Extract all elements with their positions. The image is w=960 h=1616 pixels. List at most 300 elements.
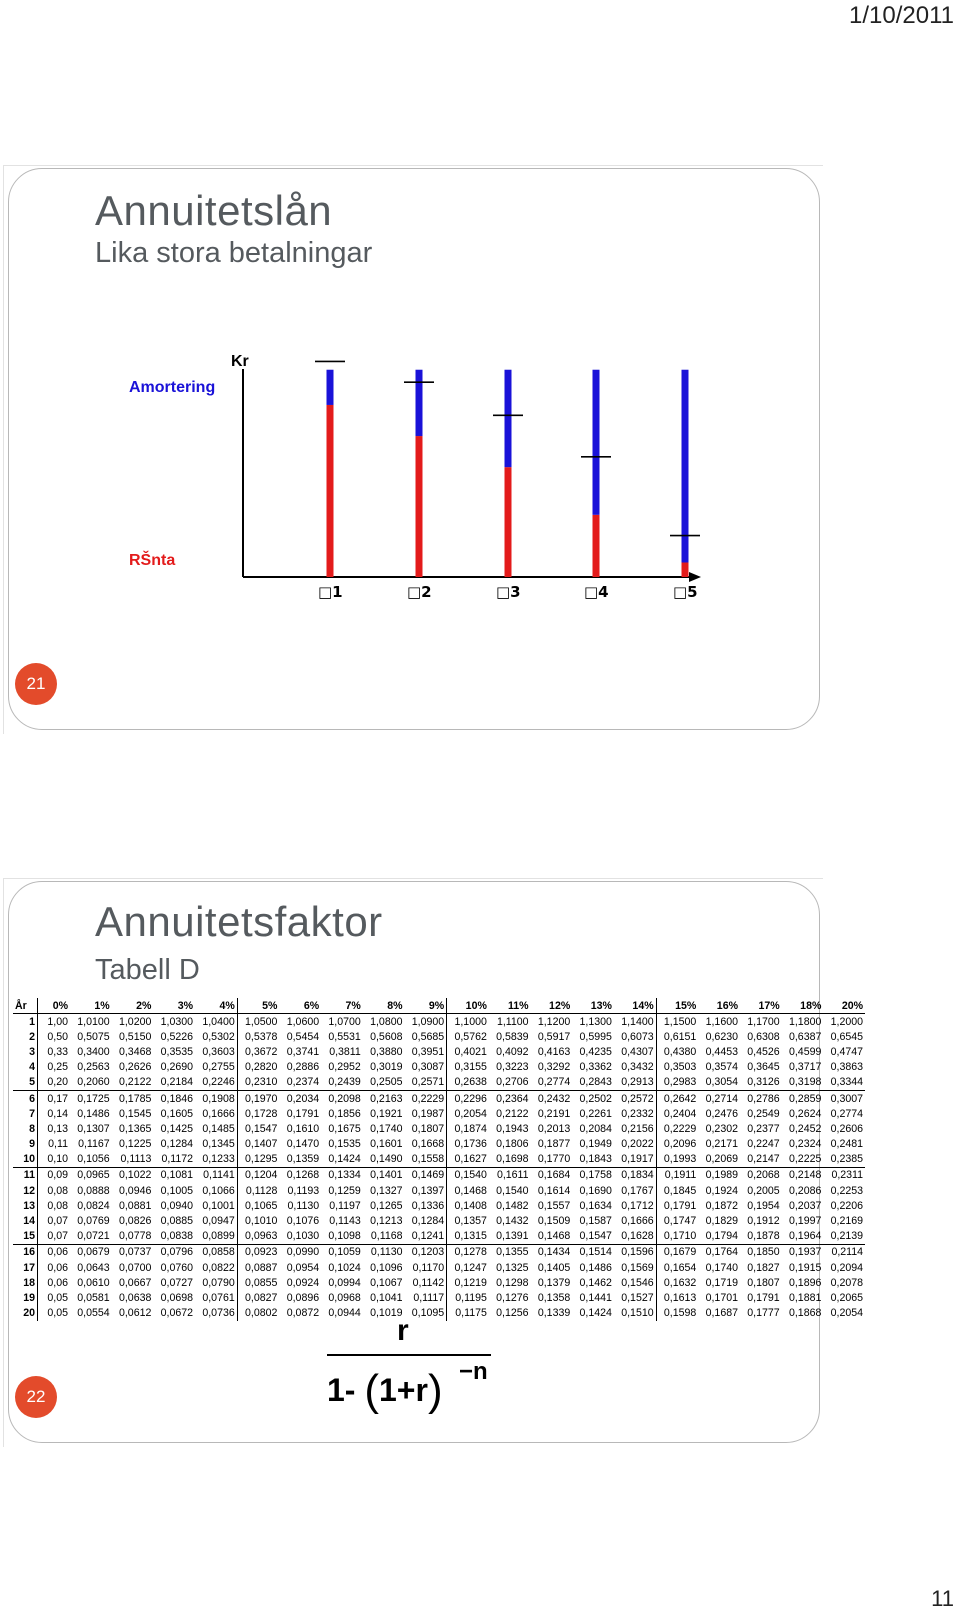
header-rate: 20%: [823, 998, 865, 1014]
factor-cell: 0,2374: [279, 1075, 321, 1091]
factor-cell: 0,1401: [370, 1169, 403, 1182]
factor-cell: 0,1096: [370, 1261, 403, 1274]
factor-cell: 0,2261: [579, 1107, 612, 1120]
factor-cell: 0,5226: [160, 1030, 194, 1043]
factor-cell: 0,5454: [286, 1030, 320, 1043]
factor-cell: 0,2886: [286, 1061, 320, 1074]
factor-cell: 0,4599: [788, 1045, 822, 1058]
factor-cell: 0,2302: [705, 1122, 738, 1135]
factor-cell: 0,3503: [663, 1061, 697, 1074]
factor-cell: 0,17: [47, 1092, 68, 1105]
factor-cell: 0,1219: [454, 1276, 487, 1289]
factor-cell: 0,1846: [160, 1092, 194, 1105]
factor-cell: 0,3880: [370, 1045, 403, 1058]
factor-cell: 0,10: [38, 1152, 71, 1168]
factor-cell: 0,06: [47, 1246, 68, 1259]
factor-cell: 0,2452: [788, 1122, 822, 1135]
factor-cell: 0,2005: [747, 1184, 780, 1197]
factor-cell: 0,2060: [70, 1075, 112, 1091]
page-number: 11: [931, 1586, 954, 1611]
factor-cell: 0,1276: [496, 1291, 529, 1304]
table-row: [13, 1152, 865, 1168]
factor-cell: 0,5075: [77, 1030, 110, 1043]
table-row: [13, 1290, 865, 1305]
annuity-formula: [327, 1314, 507, 1424]
header-rate: 1%: [70, 998, 112, 1014]
factor-cell: 0,2094: [830, 1261, 864, 1274]
factor-cell: 0,1569: [614, 1260, 656, 1275]
factor-cell: 0,1095: [405, 1306, 447, 1321]
factor-cell: 0,13: [47, 1122, 68, 1135]
factor-cell: 0,1334: [328, 1169, 361, 1182]
factor-cell: 0,2122: [112, 1075, 154, 1091]
factor-cell: 0,0888: [77, 1184, 110, 1197]
formula-open-paren: (: [364, 1366, 379, 1415]
factor-cell: 0,1397: [405, 1183, 447, 1198]
factor-cell: 0,1710: [656, 1229, 698, 1245]
factor-cell: 0,1687: [705, 1307, 738, 1320]
factor-cell: 0,1203: [405, 1244, 447, 1260]
factor-cell: 0,3741: [286, 1045, 320, 1058]
factor-cell: 0,1791: [286, 1107, 320, 1120]
factor-cell: 0,2246: [195, 1075, 237, 1091]
factor-cell: 0,2638: [447, 1075, 489, 1091]
table-row: [13, 1014, 865, 1030]
header-rate: 14%: [614, 998, 656, 1014]
factor-cell: 1,1700: [747, 1015, 780, 1028]
factor-cell: 0,1167: [78, 1138, 110, 1151]
factor-cell: 0,2626: [118, 1061, 152, 1074]
table-row: [13, 1260, 865, 1275]
factor-cell: 0,1486: [77, 1107, 110, 1120]
factor-cell: 0,4235: [579, 1045, 612, 1058]
factor-cell: 0,2404: [663, 1107, 697, 1120]
factor-cell: 1,00: [47, 1015, 68, 1028]
factor-cell: 0,2096: [663, 1138, 697, 1151]
slide-title: Annuitetsfaktor: [95, 898, 383, 945]
factor-cell: 0,2502: [579, 1092, 612, 1105]
factor-cell: 0,1298: [496, 1276, 529, 1289]
factor-cell: 0,1698: [489, 1152, 531, 1168]
factor-cell: 0,0667: [118, 1276, 152, 1289]
factor-cell: 0,1829: [705, 1215, 738, 1228]
factor-cell: 0,1634: [579, 1199, 612, 1212]
x-tick-label: □5: [673, 583, 698, 601]
factor-cell: 0,1601: [370, 1138, 403, 1151]
factor-cell: 0,2156: [614, 1121, 656, 1136]
header-rate: 2%: [112, 998, 154, 1014]
factor-cell: 0,2225: [782, 1152, 824, 1168]
factor-cell: 0,1856: [328, 1107, 361, 1120]
factor-cell: 0,1113: [112, 1152, 154, 1168]
factor-cell: 0,3292: [537, 1061, 571, 1074]
factor-cell: 0,1469: [405, 1167, 447, 1183]
factor-cell: 0,3019: [370, 1061, 403, 1074]
slide-annuitetslan: [8, 168, 820, 730]
factor-cell: 0,3951: [405, 1044, 447, 1059]
header-rate: 10%: [447, 998, 489, 1014]
factor-cell: 0,0968: [328, 1291, 361, 1304]
year-cell: 9: [13, 1137, 38, 1152]
year-cell: 1: [13, 1014, 38, 1030]
factor-cell: 0,2191: [537, 1107, 571, 1120]
factor-cell: 0,2022: [614, 1137, 656, 1152]
factor-cell: 0,1777: [747, 1307, 780, 1320]
factor-cell: 1,1200: [537, 1015, 571, 1028]
formula-denominator-prefix: 1-: [327, 1372, 356, 1408]
factor-cell: 0,1791: [747, 1291, 780, 1304]
formula-fraction-bar: [327, 1354, 491, 1356]
bar-amortering: [505, 370, 512, 467]
factor-cell: 0,2774: [531, 1075, 573, 1091]
factor-cell: 0,1462: [579, 1276, 612, 1289]
factor-cell: 0,1878: [740, 1229, 782, 1245]
factor-cell: 0,1997: [788, 1215, 822, 1228]
factor-cell: 0,1130: [287, 1199, 320, 1212]
year-cell: 2: [13, 1029, 38, 1044]
bar-amortering: [327, 370, 334, 405]
slide-number-badge: 22: [15, 1376, 57, 1418]
factor-cell: 0,2310: [237, 1075, 279, 1091]
factor-cell: 0,1921: [370, 1107, 403, 1120]
factor-cell: 0,2505: [363, 1075, 405, 1091]
factor-cell: 0,1684: [537, 1169, 571, 1182]
year-cell: 17: [13, 1260, 38, 1275]
slide-subtitle: Tabell D: [95, 954, 200, 986]
factor-cell: 0,1143: [329, 1215, 361, 1228]
year-cell: 19: [13, 1290, 38, 1305]
factor-cell: 0,0698: [160, 1291, 194, 1304]
factor-cell: 0,1259: [328, 1184, 361, 1197]
factor-cell: 0,1807: [747, 1276, 780, 1289]
table-row: [13, 1121, 865, 1136]
factor-cell: 0,1614: [537, 1184, 571, 1197]
bar-ranta: [327, 405, 334, 577]
factor-cell: 0,4453: [705, 1045, 738, 1058]
factor-cell: 0,1278: [454, 1246, 487, 1259]
factor-cell: 0,4380: [663, 1045, 697, 1058]
factor-cell: 0,1359: [279, 1152, 321, 1168]
factor-cell: 0,1827: [747, 1261, 780, 1274]
factor-cell: 0,2054: [830, 1307, 864, 1320]
factor-cell: 0,1547: [245, 1122, 278, 1135]
factor-cell: 0,1872: [705, 1199, 738, 1212]
formula-inner: 1+r: [379, 1372, 428, 1408]
header-rate: 5%: [237, 998, 279, 1014]
factor-cell: 0,3672: [245, 1045, 278, 1058]
factor-cell: 0,2385: [823, 1152, 865, 1168]
factor-cell: 0,1490: [363, 1152, 405, 1168]
factor-cell: 0,0858: [195, 1244, 237, 1260]
factor-cell: 0,1557: [537, 1199, 571, 1212]
factor-cell: 1,0700: [328, 1015, 361, 1028]
table-row: [13, 1198, 865, 1213]
factor-cell: 0,1547: [572, 1229, 614, 1245]
factor-cell: 0,0965: [77, 1169, 110, 1182]
factor-cell: 0,1098: [321, 1229, 363, 1245]
factor-cell: 0,3362: [579, 1061, 612, 1074]
factor-cell: 0,1441: [579, 1291, 612, 1304]
factor-cell: 0,1654: [663, 1261, 697, 1274]
factor-cell: 0,3811: [329, 1045, 361, 1058]
header-rate: 12%: [531, 998, 573, 1014]
factor-cell: 0,1868: [788, 1307, 822, 1320]
formula-exponent: −n: [459, 1358, 488, 1385]
factor-cell: 0,1881: [788, 1291, 822, 1304]
factor-cell: 0,0899: [195, 1229, 237, 1245]
factor-cell: 0,0990: [286, 1246, 320, 1259]
factor-cell: 0,1740: [705, 1261, 738, 1274]
formula-denominator: [327, 1366, 443, 1416]
factor-cell: 0,1225: [118, 1138, 152, 1151]
table-row: [13, 1244, 865, 1260]
factor-cell: 0,1468: [531, 1229, 573, 1245]
factor-cell: 0,0769: [77, 1215, 110, 1228]
factor-cell: 0,1355: [496, 1246, 529, 1259]
factor-cell: 0,3126: [740, 1075, 782, 1091]
factor-cell: 0,1949: [579, 1138, 612, 1151]
table-row: [13, 1106, 865, 1121]
factor-cell: 0,0881: [118, 1199, 152, 1212]
factor-cell: 0,0855: [245, 1276, 278, 1289]
factor-cell: 0,3400: [77, 1045, 110, 1058]
header-rate: 9%: [405, 998, 447, 1014]
factor-cell: 0,1740: [370, 1122, 403, 1135]
y-axis-label: Kr: [231, 353, 249, 370]
factor-cell: 0,06: [47, 1261, 68, 1274]
factor-cell: 0,07: [38, 1229, 71, 1245]
legend-amortering: Amortering: [129, 379, 216, 396]
factor-cell: 0,1067: [370, 1276, 403, 1289]
x-tick-label: □1: [318, 583, 343, 601]
factor-cell: 0,3717: [788, 1061, 822, 1074]
year-cell: 20: [13, 1306, 38, 1321]
x-tick-label: □3: [496, 583, 521, 601]
factor-cell: 0,0885: [160, 1215, 194, 1228]
header-rate: 8%: [363, 998, 405, 1014]
year-cell: 15: [13, 1229, 38, 1245]
factor-cell: 0,1736: [454, 1138, 487, 1151]
factor-cell: 0,0721: [70, 1229, 112, 1245]
factor-cell: 0,1794: [698, 1229, 740, 1245]
factor-cell: 0,3155: [454, 1061, 487, 1074]
factor-cell: 0,2439: [321, 1075, 363, 1091]
factor-cell: 0,0700: [118, 1261, 152, 1274]
factor-cell: 0,0827: [245, 1291, 278, 1304]
factor-cell: 0,0887: [245, 1261, 278, 1274]
factor-cell: 1,0800: [370, 1015, 403, 1028]
header-rate: 11%: [489, 998, 531, 1014]
slide-number-badge: 21: [15, 663, 57, 705]
year-cell: 7: [13, 1106, 38, 1121]
factor-cell: 0,1001: [195, 1198, 237, 1213]
factor-cell: 0,5839: [496, 1030, 529, 1043]
factor-cell: 0,3007: [830, 1092, 864, 1105]
factor-cell: 0,1295: [237, 1152, 279, 1168]
year-cell: 5: [13, 1075, 38, 1091]
factor-cell: 0,2843: [572, 1075, 614, 1091]
factor-cell: 0,1056: [70, 1152, 112, 1168]
factor-cell: 0,3645: [747, 1061, 780, 1074]
factor-cell: 0,1993: [656, 1152, 698, 1168]
header-year: År: [13, 998, 38, 1014]
factor-cell: 0,5531: [328, 1030, 361, 1043]
factor-cell: 0,1142: [405, 1275, 447, 1290]
year-cell: 6: [13, 1090, 38, 1106]
factor-cell: 0,0672: [160, 1307, 194, 1320]
header-rate: 7%: [321, 998, 363, 1014]
factor-cell: 0,0872: [286, 1307, 320, 1320]
factor-cell: 0,1806: [496, 1138, 529, 1151]
factor-cell: 0,1241: [405, 1229, 447, 1245]
factor-cell: 0,1022: [118, 1169, 152, 1182]
factor-cell: 0,1845: [663, 1184, 697, 1197]
factor-cell: 0,1668: [405, 1137, 447, 1152]
factor-cell: 0,1345: [195, 1137, 237, 1152]
factor-cell: 0,1758: [579, 1169, 612, 1182]
factor-cell: 0,1540: [496, 1184, 529, 1197]
factor-cell: 1,1600: [705, 1015, 738, 1028]
factor-cell: 0,1325: [496, 1261, 529, 1274]
factor-cell: 0,1284: [160, 1138, 194, 1151]
factor-cell: 0,5378: [245, 1030, 278, 1043]
factor-cell: 0,0946: [118, 1184, 152, 1197]
factor-cell: 0,1213: [370, 1215, 403, 1228]
factor-cell: 0,2013: [537, 1122, 571, 1135]
factor-cell: 1,0200: [118, 1015, 152, 1028]
factor-cell: 0,1482: [496, 1199, 529, 1212]
factor-cell: 0,6545: [830, 1030, 864, 1043]
factor-cell: 0,1896: [788, 1276, 822, 1289]
factor-cell: 0,06: [47, 1276, 68, 1289]
factor-cell: 0,2169: [830, 1215, 864, 1228]
factor-cell: 0,1690: [579, 1184, 612, 1197]
factor-cell: 0,4526: [747, 1045, 780, 1058]
factor-cell: 0,1391: [489, 1229, 531, 1245]
factor-cell: 0,0736: [195, 1306, 237, 1321]
factor-cell: 0,2148: [788, 1169, 822, 1182]
factor-cell: 0,05: [47, 1307, 68, 1320]
factor-cell: 0,1596: [614, 1244, 656, 1260]
x-axis-arrow: [689, 572, 701, 582]
factor-cell: 0,6308: [747, 1030, 780, 1043]
factor-cell: 0,1719: [705, 1276, 738, 1289]
factor-cell: 0,2606: [830, 1122, 864, 1135]
formula-close-paren: ): [427, 1366, 443, 1415]
factor-cell: 0,2377: [747, 1122, 780, 1135]
factor-cell: 0,1434: [537, 1246, 571, 1259]
factor-cell: 0,3344: [823, 1075, 865, 1091]
factor-cell: 0,1908: [195, 1090, 237, 1106]
header-rate: 4%: [195, 998, 237, 1014]
year-cell: 16: [13, 1244, 38, 1260]
factor-cell: 0,1005: [160, 1184, 194, 1197]
factor-cell: 0,0778: [112, 1229, 154, 1245]
factor-cell: 0,2332: [614, 1106, 656, 1121]
factor-cell: 0,1545: [118, 1107, 152, 1120]
factor-cell: 0,1535: [328, 1138, 361, 1151]
factor-cell: 1,0900: [405, 1014, 447, 1030]
factor-cell: 0,1357: [454, 1215, 487, 1228]
formula-numerator: r: [397, 1314, 409, 1347]
factor-cell: 0,2572: [614, 1090, 656, 1106]
factor-cell: 0,2065: [830, 1291, 864, 1304]
factor-cell: 0,1141: [195, 1167, 237, 1183]
factor-cell: 0,1172: [153, 1152, 195, 1168]
factor-cell: 0,5917: [537, 1030, 571, 1043]
factor-cell: 0,0822: [195, 1260, 237, 1275]
factor-cell: 0,2571: [405, 1075, 447, 1091]
factor-cell: 0,2229: [663, 1122, 697, 1135]
table-row: [13, 1167, 865, 1183]
factor-cell: 0,1195: [455, 1291, 487, 1304]
header-rate: 6%: [279, 998, 321, 1014]
header-rate: 18%: [782, 998, 824, 1014]
factor-cell: 0,0727: [160, 1276, 194, 1289]
factor-cell: 0,1307: [77, 1122, 110, 1135]
factor-cell: 0,1943: [496, 1122, 529, 1135]
factor-cell: 1,1400: [614, 1014, 656, 1030]
factor-cell: 0,6230: [705, 1030, 738, 1043]
factor-cell: 0,0796: [160, 1246, 194, 1259]
factor-cell: 0,0896: [286, 1291, 320, 1304]
factor-cell: 0,0643: [77, 1261, 110, 1274]
factor-cell: 0,1874: [454, 1122, 487, 1135]
factor-cell: 0,1628: [614, 1229, 656, 1245]
factor-cell: 0,1130: [370, 1246, 403, 1259]
header-rate: 0%: [38, 998, 71, 1014]
factor-cell: 0,1611: [496, 1169, 529, 1182]
factor-cell: 0,0947: [195, 1213, 237, 1228]
factor-cell: 0,1204: [245, 1169, 278, 1182]
bar-amortering: [593, 370, 600, 515]
factor-cell: 0,1019: [370, 1307, 403, 1320]
factor-cell: 0,1265: [370, 1199, 403, 1212]
factor-cell: 0,3223: [496, 1061, 529, 1074]
factor-cell: 0,1770: [531, 1152, 573, 1168]
factor-cell: 0,1791: [663, 1199, 697, 1212]
factor-cell: 0,05: [47, 1291, 68, 1304]
year-cell: 8: [13, 1121, 38, 1136]
factor-cell: 0,2034: [286, 1092, 320, 1105]
factor-cell: 0,1527: [614, 1290, 656, 1305]
factor-cell: 0,1598: [663, 1307, 697, 1320]
factor-cell: 0,2163: [370, 1092, 403, 1105]
table-row: [13, 1183, 865, 1198]
factor-cell: 0,2069: [698, 1152, 740, 1168]
table-row: [13, 1213, 865, 1228]
factor-cell: 1,1100: [496, 1015, 529, 1028]
factor-cell: 0,2078: [830, 1276, 864, 1289]
factor-cell: 0,0737: [118, 1246, 152, 1259]
factor-cell: 1,0300: [160, 1015, 194, 1028]
factor-cell: 0,1917: [614, 1152, 656, 1168]
factor-cell: 0,1407: [245, 1138, 278, 1151]
factor-cell: 0,2563: [77, 1061, 110, 1074]
factor-cell: 0,0612: [118, 1307, 152, 1320]
factor-cell: 0,1076: [286, 1215, 320, 1228]
factor-cell: 0,11: [48, 1138, 68, 1151]
factor-cell: 0,3198: [782, 1075, 824, 1091]
factor-cell: 0,1197: [329, 1199, 361, 1212]
bar-ranta: [682, 562, 689, 577]
factor-cell: 0,5302: [195, 1029, 237, 1044]
factor-cell: 0,2171: [705, 1138, 738, 1151]
factor-cell: 0,3574: [705, 1061, 738, 1074]
factor-cell: 0,2114: [831, 1246, 864, 1259]
factor-cell: 0,0760: [160, 1261, 194, 1274]
factor-cell: 0,2122: [496, 1107, 529, 1120]
